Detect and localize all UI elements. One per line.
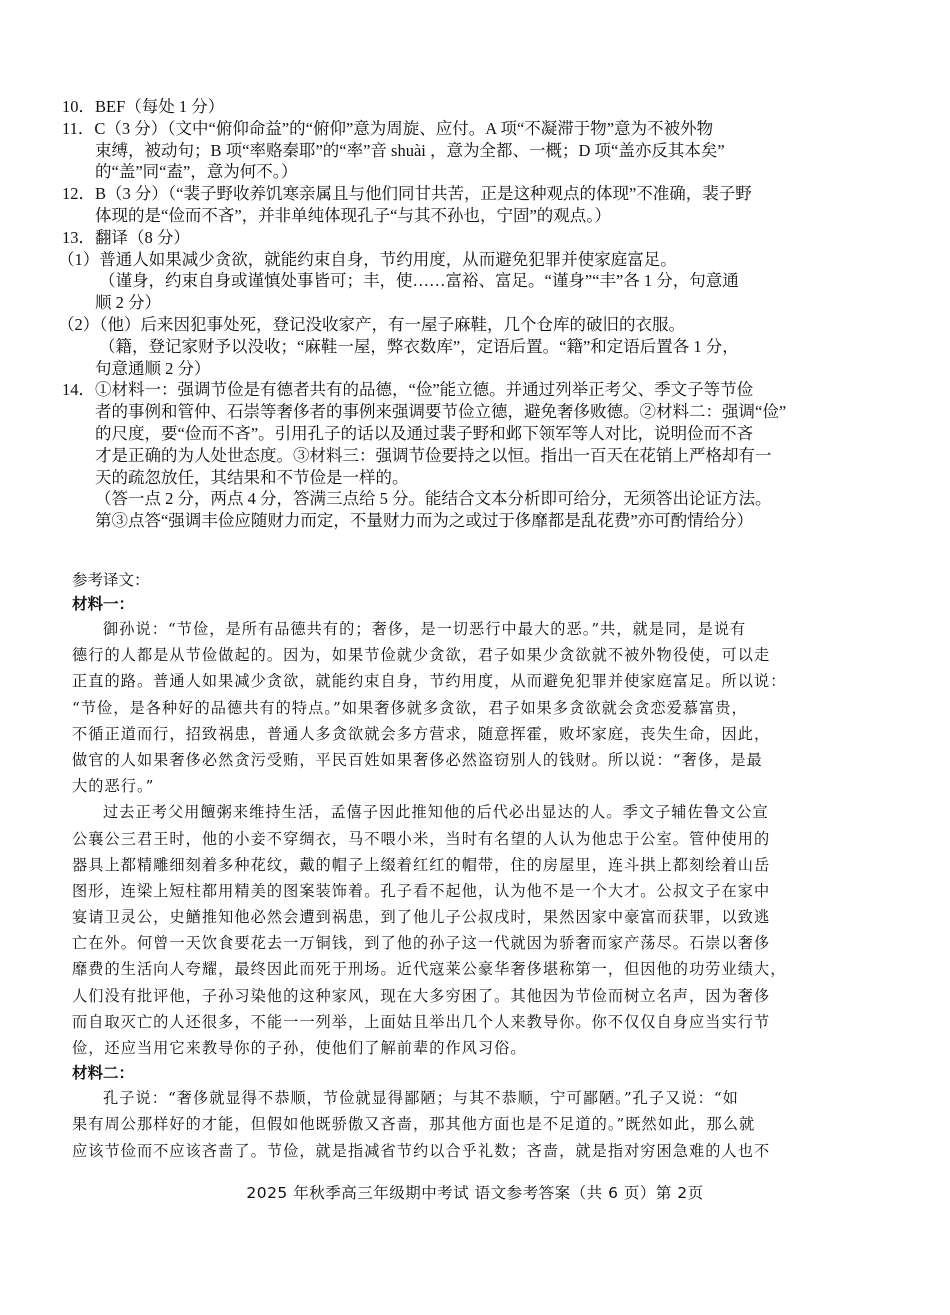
material1-line: 器具上都精雕细刻着多种花纹，戴的帽子上缀着红红的帽带，住的房屋里，连斗拱上都刻绘着山岳 [72, 855, 771, 874]
answer-q13-part1: （1）普通人如果减少贪欲，就能约束自身，节约用度，从而避免犯罪并使家庭富足。 [58, 249, 677, 269]
answer-q11-line1: 11．C（3 分）（文中“俯仰命益”的“俯仰”意为周旋、应付。A 项“不凝滞于物”意为不被外物 [62, 118, 714, 138]
material1-title: 材料一： [72, 595, 135, 613]
answer-q13-part1-note: （谨身，约束自身或谨慎处事皆可；丰，使……富裕、富足。“谨身”“丰”各 1 分，句意通 [99, 271, 739, 291]
material1-line: “节俭，是各种好的品德共有的特点。”如果奢侈就多贪欲，君子如果多贪欲就会贪恋爱慕富贵， [72, 698, 748, 717]
answer-q11-line3: 的“盖”同“盍”，意为何不。） [95, 162, 298, 182]
material1-line: 靡费的生活向人夸耀，最终因此而死于刑场。近代寇莱公豪华奢侈堪称第一，但因他的功劳业绩大， [72, 960, 787, 979]
answer-q13-part2-note-cont: 句意通顺 2 分） [95, 358, 211, 378]
page-footer: 2025 年秋季高三年级期中考试 语文参考答案（共 6 页）第 2页 [246, 1184, 704, 1202]
answer-q14-line2: 者的事例和管仲、石崇等奢侈者的事例来强调要节俭立德，避免奢侈败德。②材料二：强调“俭” [95, 402, 787, 422]
answer-q10: 10．BEF（每处 1 分） [62, 97, 225, 116]
material1-line: 德行的人都是从节俭做起的。因为，如果节俭就少贪欲，君子如果少贪欲就不被外物役使，可以走 [72, 646, 771, 665]
answer-q13-part2: （2）（他）后来因犯事处死，登记没收家产，有一屋子麻鞋，几个仓库的破旧的衣服。 [58, 314, 685, 334]
answer-q14-line4: 才是正确的为人处世态度。③材料三：强调节俭要持之以恒。指出一百天在花销上严格却有一 [95, 445, 772, 465]
material2-line: 应该节俭而不应该吝啬了。节俭，就是指减省节约以合乎礼数；吝啬，就是指对穷困急难的人也不 [72, 1141, 771, 1160]
material1-line: 宴请卫灵公，史鰌推知他必然会遭到祸患，到了他儿子公叔戌时，果然因家中豪富而获罪，以致逃 [72, 908, 771, 927]
material1-line: 公襄公三君王时，他的小妾不穿绸衣，马不喂小米，当时有名望的人认为他忠于公室。管仲使用的 [72, 829, 771, 848]
material1-line: 图形，连梁上短柱都用精美的图案装饰着。孔子看不起他，认为他不是一个大才。公叔文子在家中 [72, 881, 771, 900]
material1-line: 御孙说：“节俭，是所有品德共有的；奢侈，是一切恶行中最大的恶。”共，就是同，是说有 [103, 620, 747, 638]
material1-line: 俭，还应当用它来教导你的子孙，使他们了解前辈的作风习俗。 [72, 1039, 527, 1057]
material1-line: 亡在外。何曾一天饮食要花去一万铜钱，到了他的孙子这一代就因为骄奢而家产荡尽。石崇以奢侈 [72, 934, 771, 953]
material1-line: 不循正道而行，招致祸患，普通人多贪欲就会多方营求，随意挥霍，败坏家庭，丧失生命，因此， [72, 724, 771, 743]
material1-line: 人们没有批评他，子孙习染他的这种家风，现在大多穷困了。其他因为节俭而树立名声，因为奢侈 [72, 986, 771, 1005]
material1-line: 大的恶行。” [72, 777, 155, 796]
answer-q14-line5: 天的疏忽放任，其结果和不节俭是一样的。 [95, 467, 409, 487]
answer-q11-line2: 束缚，被动句；B 项“率赂秦耶”的“率”音 shuài ，意为全都、一概；D 项“盖亦反其本矣” [95, 140, 725, 160]
answer-q12-line1: 12．B（3 分）（“裴子野收养饥寒亲属且与他们同甘共苦，正是这种观点的体现”不准确，裴子野 [62, 184, 752, 204]
answer-q13-part1-note-cont: 顺 2 分） [95, 293, 161, 313]
answer-q14-line1: 14．①材料一：强调节俭是有德者共有的品德，“俭”能立德。并通过列举正考父、季文子等节俭 [62, 380, 754, 400]
material2-line: 孔子说：“奢侈就显得不恭顺，节俭就显得鄙陋；与其不恭顺，宁可鄙陋。”孔子又说：“如 [103, 1089, 739, 1108]
answer-q14-scoring-note: （答一点 2 分，两点 4 分，答满三点给 5 分。能结合文本分析即可给分，无须答出论证方法。 [95, 489, 772, 509]
material1-line: 做官的人如果奢侈必然贪污受贿，平民百姓如果奢侈必然盗窃别人的钱财。所以说：“奢侈，是最 [72, 750, 763, 769]
answers-section [58, 96, 832, 532]
translation-heading: 参考译文： [72, 572, 150, 589]
answer-q13-heading: 13．翻译（8 分） [62, 227, 190, 247]
material2-title: 材料二： [72, 1064, 135, 1083]
answer-q14-line3: 的尺度，要“俭而不吝”。引用孔子的话以及通过裴子野和邺下领军等人对比，说明俭而不吝 [95, 423, 754, 443]
material1-line: 正直的路。普通人如果减少贪欲，就能约束自身，节约用度，从而避免犯罪并使家庭富足。所以说： [72, 672, 787, 691]
material1-line: 过去正考父用饘粥来维持生活，孟僖子因此推知他的后代必出显达的人。季文子辅佐鲁文公宣 [103, 803, 769, 822]
reference-translation [72, 570, 832, 1164]
answer-q12-line2: 体现的是“俭而不吝”，并非单纯体现孔子“与其不孙也，宁固”的观点。） [95, 205, 612, 225]
answer-q13-part2-note: （籍，登记家财予以没收；“麻鞋一屋，弊衣数库”，定语后置。“籍”和定语后置各 1 分， [99, 336, 739, 356]
material2-line: 果有周公那样好的才能，但假如他既骄傲又吝啬，那其他方面也是不足道的。”既然如此，那么就 [72, 1115, 756, 1134]
answer-q14-scoring-note-cont: 第③点答“强调丰俭应随财力而定，不量财力而为之或过于侈靡都是乱花费”亦可酌情给分） [95, 511, 754, 531]
material1-line: 而自取灭亡的人还很多，不能一一列举，上面姑且举出几个人来教导你。你不仅仅自身应当实行节 [72, 1012, 771, 1031]
